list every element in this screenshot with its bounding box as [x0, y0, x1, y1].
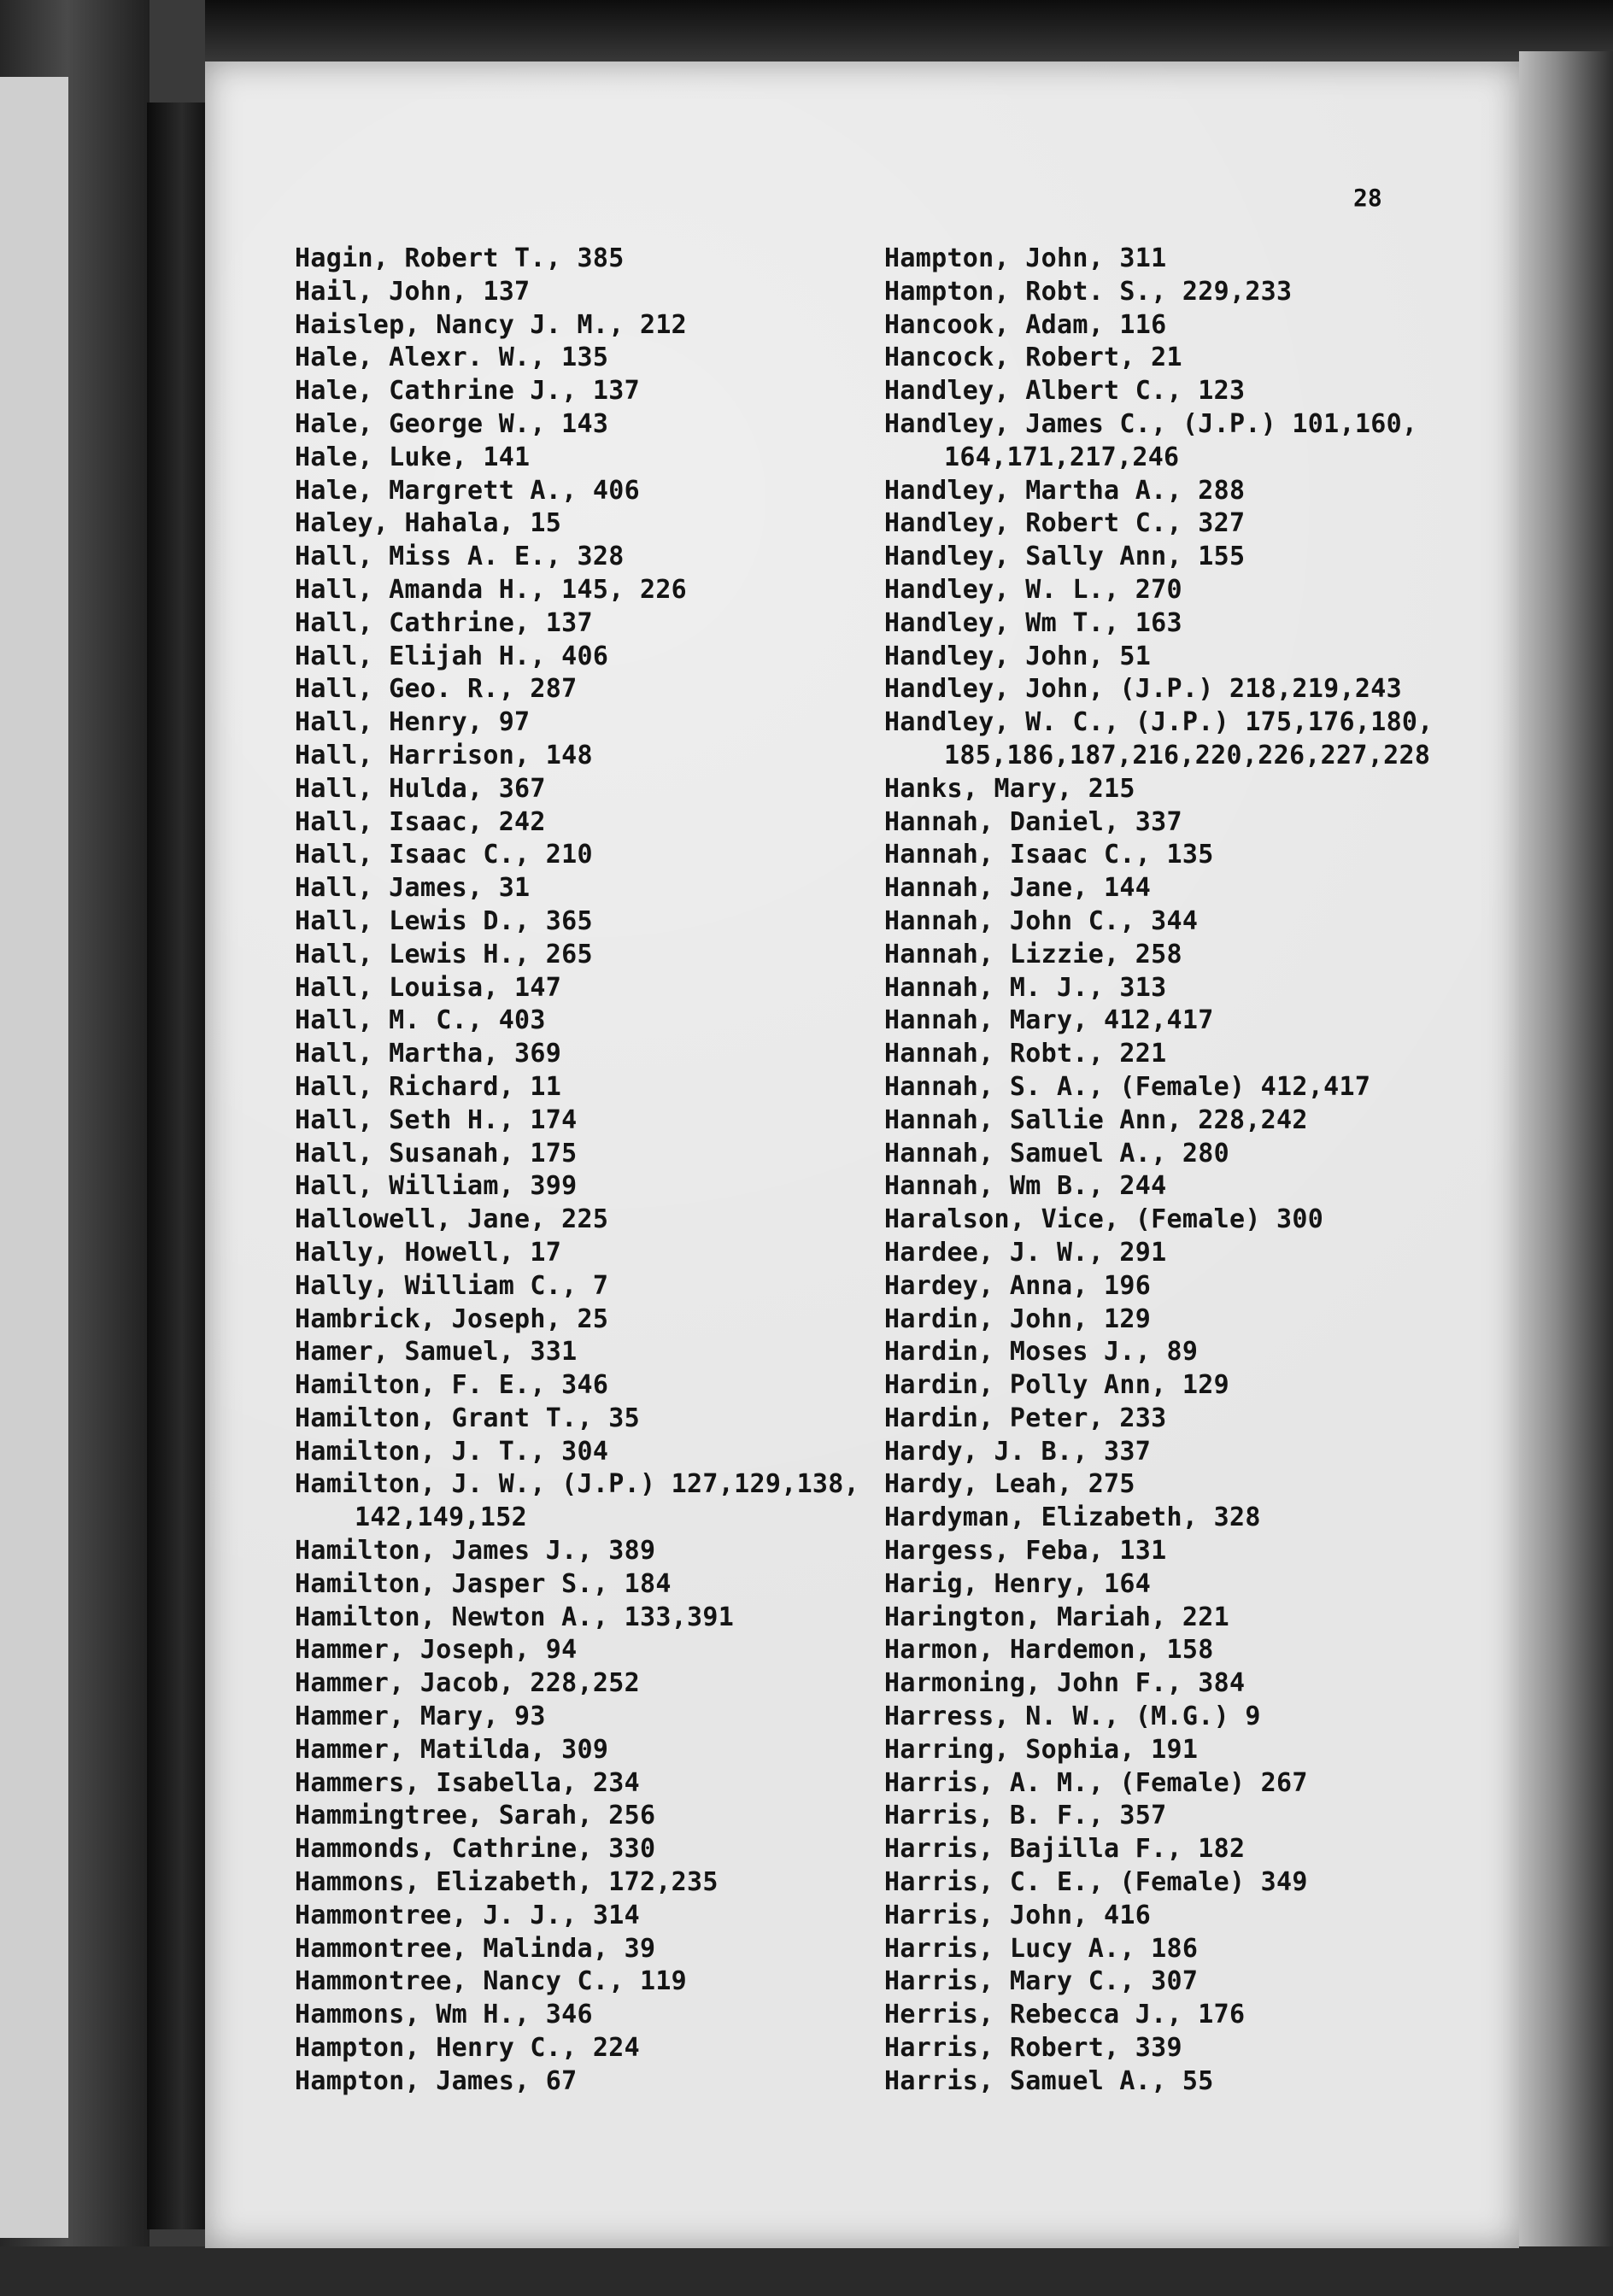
index-entry: Hall, Susanah, 175 — [295, 1138, 578, 1168]
index-entry: Hamilton, J. W., (J.P.) 127,129,138, — [295, 1469, 860, 1500]
index-entry: Hampton, James, 67 — [295, 2065, 578, 2096]
index-entry: Harris, John, 416 — [884, 1900, 1152, 1930]
index-entry: Handley, W. L., 270 — [884, 574, 1182, 605]
index-entry: Hamilton, Newton A., 133,391 — [295, 1602, 735, 1632]
index-entry: Hannah, Jane, 144 — [884, 873, 1152, 904]
index-entry: Hammer, Jacob, 228,252 — [295, 1668, 640, 1699]
index-entry: Hall, Hulda, 367 — [295, 773, 546, 804]
index-entry: Hall, Martha, 369 — [295, 1039, 562, 1069]
index-entry: Hammons, Wm H., 346 — [295, 2000, 593, 2030]
index-entry: Hammontree, Malinda, 39 — [295, 1933, 656, 1964]
index-entry: Hannah, Mary, 412,417 — [884, 1005, 1214, 1036]
book-binding — [147, 102, 205, 2229]
index-entry: Hampton, Robt. S., 229,233 — [884, 276, 1293, 307]
index-entry: Harris, Samuel A., 55 — [884, 2065, 1214, 2096]
index-entry: Harris, Bajilla F., 182 — [884, 1834, 1246, 1865]
scanner-background-bottom — [0, 2246, 1613, 2296]
index-entry: Harington, Mariah, 221 — [884, 1602, 1229, 1632]
index-entry: Hamilton, J. T., 304 — [295, 1436, 609, 1467]
index-entry: Harmon, Hardemon, 158 — [884, 1635, 1214, 1666]
index-entry: Hardin, John, 129 — [884, 1303, 1152, 1334]
index-entry: Handley, W. C., (J.P.) 175,176,180, — [884, 707, 1434, 738]
index-entry: Haralson, Vice, (Female) 300 — [884, 1204, 1324, 1235]
index-entry: Hanks, Mary, 215 — [884, 773, 1135, 804]
index-entry: Hannah, Sallie Ann, 228,242 — [884, 1104, 1308, 1135]
page-number: 28 — [1353, 184, 1382, 212]
index-entry: Handley, Robert C., 327 — [884, 508, 1246, 539]
index-entry: Hardin, Moses J., 89 — [884, 1337, 1199, 1368]
index-entry-continuation: 142,149,152 — [355, 1502, 527, 1533]
index-entry: Hamilton, Jasper S., 184 — [295, 1568, 672, 1599]
index-entry: Hammontree, Nancy C., 119 — [295, 1966, 688, 1997]
index-entry: Harris, Robert, 339 — [884, 2033, 1182, 2064]
index-entry: Hannah, S. A., (Female) 412,417 — [884, 1071, 1371, 1102]
index-entry: Harmoning, John F., 384 — [884, 1668, 1246, 1699]
index-entry: Hancook, Adam, 116 — [884, 309, 1167, 340]
index-entry: Hallowell, Jane, 225 — [295, 1204, 609, 1235]
index-entry: Handley, Martha A., 288 — [884, 475, 1246, 506]
index-entry: Hardee, J. W., 291 — [884, 1237, 1167, 1268]
index-entry: Hammer, Mary, 93 — [295, 1702, 546, 1732]
underlying-page-edge — [0, 77, 68, 2238]
index-entry: Hampton, Henry C., 224 — [295, 2033, 640, 2064]
index-entry: Harig, Henry, 164 — [884, 1568, 1152, 1599]
index-entry: Hannah, M. J., 313 — [884, 972, 1167, 1003]
index-entry: Handley, James C., (J.P.) 101,160, — [884, 408, 1418, 439]
index-entry: Hampton, John, 311 — [884, 243, 1167, 273]
index-entry: Hall, Seth H., 174 — [295, 1104, 578, 1135]
index-entry: Hamilton, F. E., 346 — [295, 1370, 609, 1401]
index-entry: Hannah, Wm B., 244 — [884, 1171, 1167, 1202]
index-entry: Hall, M. C., 403 — [295, 1005, 546, 1036]
index-entry: Hardy, J. B., 337 — [884, 1436, 1152, 1467]
index-entry: Harring, Sophia, 191 — [884, 1734, 1199, 1765]
index-entry: Hambrick, Joseph, 25 — [295, 1303, 609, 1334]
index-entry: Hale, Margrett A., 406 — [295, 475, 640, 506]
index-entry: Hammer, Matilda, 309 — [295, 1734, 609, 1765]
index-entry: Handley, Wm T., 163 — [884, 607, 1182, 638]
page-right-edge — [1519, 51, 1613, 2272]
index-entry: Hammers, Isabella, 234 — [295, 1767, 640, 1798]
index-entry: Hall, Geo. R., 287 — [295, 674, 578, 705]
index-entry: Hannah, John C., 344 — [884, 905, 1199, 936]
index-entry: Herris, Rebecca J., 176 — [884, 2000, 1246, 2030]
index-entry: Harress, N. W., (M.G.) 9 — [884, 1702, 1261, 1732]
index-entry: Hamilton, James J., 389 — [295, 1536, 656, 1567]
index-entry-continuation: 164,171,217,246 — [944, 442, 1180, 472]
index-entry: Hammons, Elizabeth, 172,235 — [295, 1867, 719, 1898]
index-entry: Handley, John, 51 — [884, 641, 1152, 671]
index-entry: Haislep, Nancy J. M., 212 — [295, 309, 688, 340]
index-entry: Hannah, Robt., 221 — [884, 1039, 1167, 1069]
index-entry: Haley, Hahala, 15 — [295, 508, 562, 539]
index-column-right — [884, 243, 1434, 2099]
index-entry: Hannah, Daniel, 337 — [884, 806, 1182, 837]
index-entry: Hagin, Robert T., 385 — [295, 243, 625, 273]
index-entry: Hall, Richard, 11 — [295, 1071, 562, 1102]
index-entry: Hale, Luke, 141 — [295, 442, 531, 472]
index-entry: Hale, Alexr. W., 135 — [295, 343, 609, 373]
index-entry: Hall, Lewis D., 365 — [295, 905, 593, 936]
index-entry: Hammonds, Cathrine, 330 — [295, 1834, 656, 1865]
index-entry: Hardin, Peter, 233 — [884, 1403, 1167, 1433]
index-entry: Hall, William, 399 — [295, 1171, 578, 1202]
index-entry: Hail, John, 137 — [295, 276, 531, 307]
index-entry: Hannah, Lizzie, 258 — [884, 939, 1182, 969]
index-entry: Hamer, Samuel, 331 — [295, 1337, 578, 1368]
index-entry: Hale, George W., 143 — [295, 408, 609, 439]
index-entry: Handley, Sally Ann, 155 — [884, 542, 1246, 572]
index-entry-continuation: 185,186,187,216,220,226,227,228 — [944, 740, 1431, 770]
index-entry: Hall, Isaac, 242 — [295, 806, 546, 837]
index-entry: Hally, William C., 7 — [295, 1270, 609, 1301]
index-entry: Hardyman, Elizabeth, 328 — [884, 1502, 1261, 1533]
index-entry: Hardin, Polly Ann, 129 — [884, 1370, 1229, 1401]
index-entry: Hall, Harrison, 148 — [295, 740, 593, 770]
index-entry: Hall, Elijah H., 406 — [295, 641, 609, 671]
scanner-background-top — [205, 0, 1613, 67]
index-entry: Hall, Amanda H., 145, 226 — [295, 574, 688, 605]
index-entry: Hammingtree, Sarah, 256 — [295, 1801, 656, 1831]
index-column-left — [295, 243, 859, 2099]
index-entry: Hall, Henry, 97 — [295, 707, 531, 738]
index-entry: Hannah, Isaac C., 135 — [884, 840, 1214, 870]
index-entry: Hall, Miss A. E., 328 — [295, 542, 625, 572]
index-entry: Hargess, Feba, 131 — [884, 1536, 1167, 1567]
index-entry: Harris, B. F., 357 — [884, 1801, 1167, 1831]
index-entry: Hannah, Samuel A., 280 — [884, 1138, 1229, 1168]
index-entry: Hancock, Robert, 21 — [884, 343, 1182, 373]
index-entry: Handley, Albert C., 123 — [884, 376, 1246, 407]
index-entry: Hammontree, J. J., 314 — [295, 1900, 640, 1930]
index-entry: Hale, Cathrine J., 137 — [295, 376, 640, 407]
index-entry: Hall, Cathrine, 137 — [295, 607, 593, 638]
index-entry: Hall, Lewis H., 265 — [295, 939, 593, 969]
index-entry: Hammer, Joseph, 94 — [295, 1635, 578, 1666]
index-entry: Handley, John, (J.P.) 218,219,243 — [884, 674, 1402, 705]
index-entry: Harris, A. M., (Female) 267 — [884, 1767, 1308, 1798]
index-entry: Harris, Mary C., 307 — [884, 1966, 1199, 1997]
index-entry: Harris, C. E., (Female) 349 — [884, 1867, 1308, 1898]
index-entry: Hall, Isaac C., 210 — [295, 840, 593, 870]
index-entry: Hamilton, Grant T., 35 — [295, 1403, 640, 1433]
index-entry: Hally, Howell, 17 — [295, 1237, 562, 1268]
index-entry: Hall, James, 31 — [295, 873, 531, 904]
index-entry: Hall, Louisa, 147 — [295, 972, 562, 1003]
index-entry: Hardey, Anna, 196 — [884, 1270, 1152, 1301]
index-entry: Hardy, Leah, 275 — [884, 1469, 1135, 1500]
index-entry: Harris, Lucy A., 186 — [884, 1933, 1199, 1964]
